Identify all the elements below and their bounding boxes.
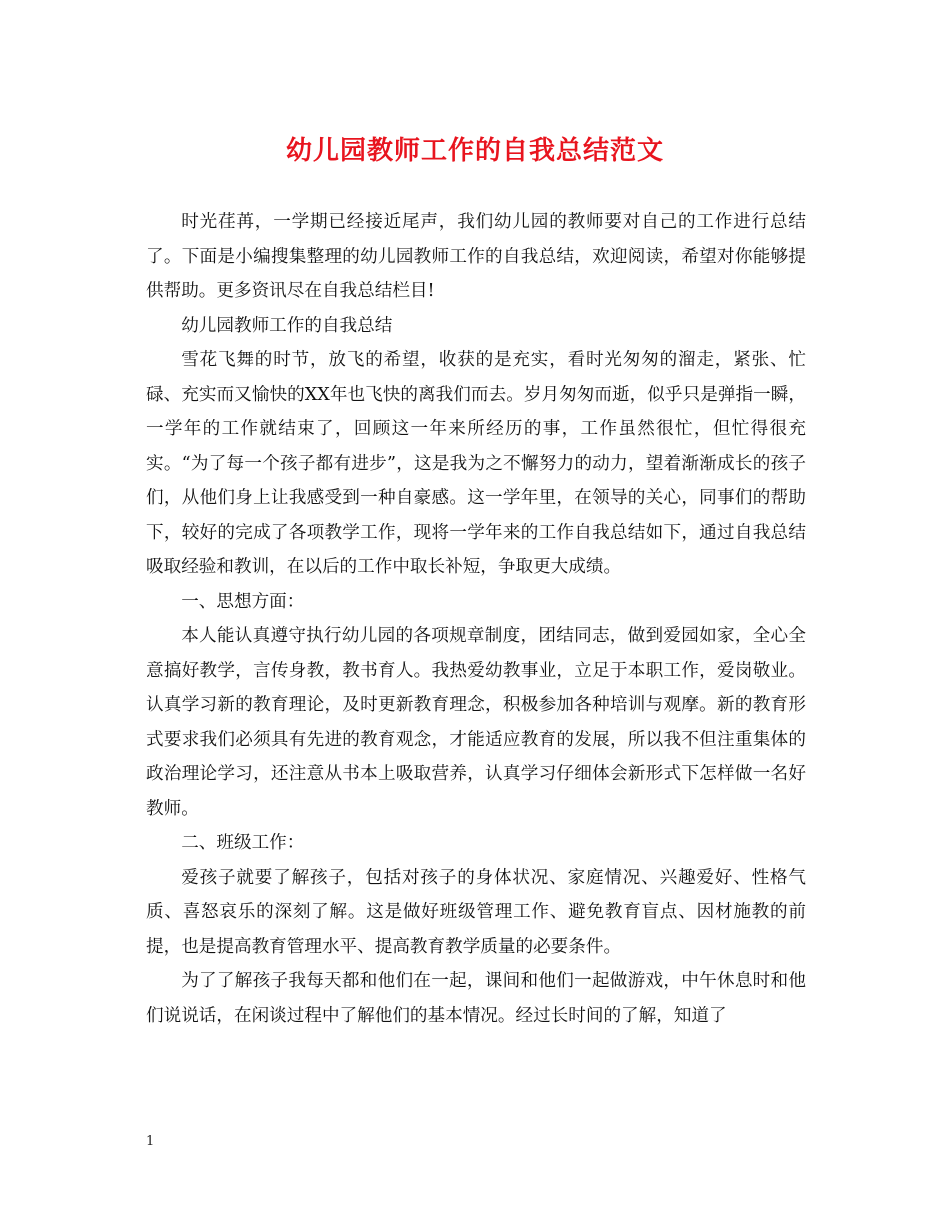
body-paragraph: 雪花飞舞的时节，放飞的希望，收获的是充实，看时光匆匆的溜走，紧张、忙碌、充实而又愉快的XX年也飞快的离我们而去。岁月匆匆而逝，似乎只是弹指一瞬，一学年的工作就结束了，回顾这一年来所经历的事，工作虽然很忙，但忙得很充实。“为了每一个孩子都有进步”，这是我为之不懈努力的动力，望着渐渐成长的孩子们，从他们身上让我感受到一种自豪感。这一学年里，在领导的关心，同事们的帮助下，较好的完成了各项教学工作，现将一学年来的工作自我总结如下，通过自我总结吸取经验和教训，在以后的工作中取长补短，争取更大成绩。: [146, 350, 806, 577]
body-paragraph: 本人能认真遵守执行幼儿园的各项规章制度，团结同志，做到爱园如家，全心全意搞好教学，言传身教，教书育人。我热爱幼教事业，立足于本职工作，爱岗敬业。认真学习新的教育理论，及时更新教育理念，积极参加各种培训与观摩。新的教育形式要求我们必须具有先进的教育观念，才能适应教育的发展，所以我不但注重集体的政治理论学习，还注意从书本上吸取营养，认真学习仔细体会新形式下怎样做一名好教师。: [146, 626, 806, 819]
section-heading: 二、班级工作：: [181, 833, 305, 853]
body-paragraph: 爱孩子就要了解孩子，包括对孩子的身体状况、家庭情况、兴趣爱好、性格气质、喜怒哀乐的深刻了解。这是做好班级管理工作、避免教育盲点、因材施教的前提，也是提高教育管理水平、提高教育教学质量的必要条件。: [146, 867, 806, 957]
document-body: [146, 205, 806, 1033]
section-heading: 一、思想方面：: [181, 591, 305, 612]
document-title: 幼儿园教师工作的自我总结范文: [285, 136, 664, 166]
intro-paragraph: 时光荏苒，一学期已经接近尾声，我们幼儿园的教师要对自己的工作进行总结了。下面是小编搜集整理的幼儿园教师工作的自我总结，欢迎阅读，希望对你能够提供帮助。更多资讯尽在自我总结栏目!: [146, 212, 806, 301]
section-heading: 幼儿园教师工作的自我总结: [181, 315, 393, 336]
page-number: 1: [146, 1134, 155, 1149]
body-paragraph: 为了了解孩子我每天都和他们在一起，课间和他们一起做游戏，中午休息时和他们说说话，在闲谈过程中了解他们的基本情况。经过长时间的了解，知道了: [146, 971, 806, 1026]
